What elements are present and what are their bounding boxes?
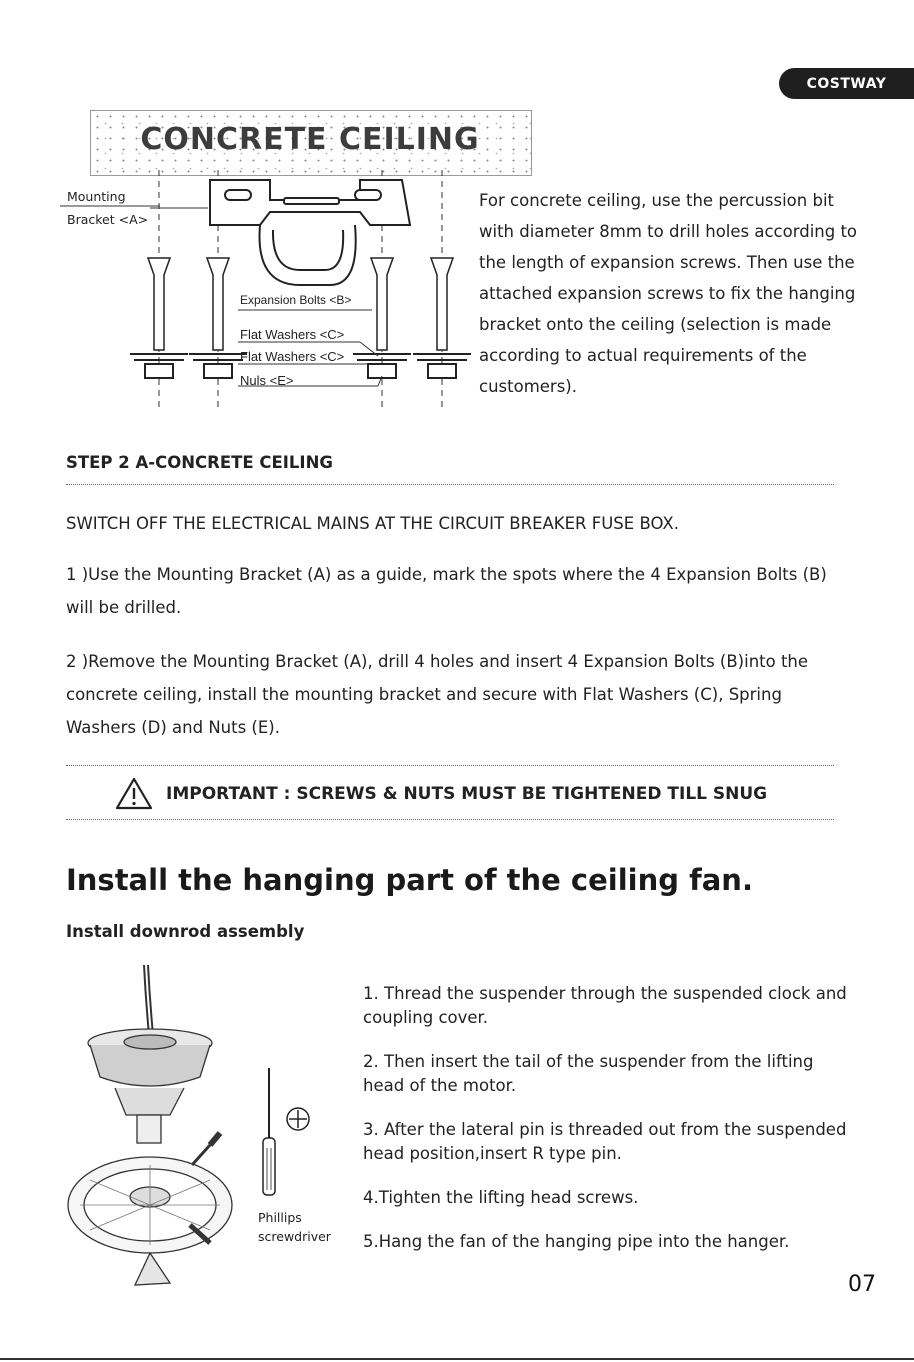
step-title: STEP 2 A-CONCRETE CEILING [66,453,333,472]
switch-off-warning: SWITCH OFF THE ELECTRICAL MAINS AT THE CIRCUIT BREAKER FUSE BOX. [66,514,679,533]
label-bracket: Bracket <A> [67,212,149,227]
label-nuts: Nuls <E> [240,373,294,388]
ceiling-label: CONCRETE CEILING [140,122,480,157]
instruction-2: 2 )Remove the Mounting Bracket (A), drill 4 holes and insert 4 Expansion Bolts (B)into the concrete ceiling, install the mounting bracket and secure with Flat Washers (C), Spring Washers (D) and Nuts (E). [66,652,809,737]
install-steps [363,982,853,1274]
subsection-heading: Install downrod assembly [66,922,305,941]
bottom-rule [0,1358,914,1360]
screwdriver-icon [258,1068,318,1198]
label-flat-washers-2: Flat Washers <C> [240,349,345,364]
tool-label-phillips: Phillips [258,1210,302,1225]
install-step: 5.Hang the fan of the hanging pipe into the hanger. [363,1232,790,1251]
page-number: 07 [848,1272,876,1297]
label-flat-washers-1: Flat Washers <C> [240,327,345,342]
fan-assembly-illustration [60,965,260,1290]
section-heading: Install the hanging part of the ceiling fan. [66,863,753,897]
install-step: 2. Then insert the tail of the suspender from the lifting head of the motor. [363,1052,814,1095]
important-notice: IMPORTANT : SCREWS & NUTS MUST BE TIGHTENED TILL SNUG [166,784,768,804]
label-expansion-bolts: Expansion Bolts <B> [240,293,352,307]
install-step: 1. Thread the suspender through the suspended clock and coupling cover. [363,984,847,1027]
tool-label-screwdriver: screwdriver [258,1229,331,1244]
instruction-1: 1 )Use the Mounting Bracket (A) as a guide, mark the spots where the 4 Expansion Bolts (B) will be drilled. [66,565,827,617]
warning-icon [115,777,153,810]
divider [66,765,834,766]
label-mounting: Mounting [67,189,126,204]
concrete-ceiling-description: For concrete ceiling, use the percussion bit with diameter 8mm to drill holes according to the length of expansion screws. Then use the attached expansion screws to fix the hanging bracket onto the ceiling (selection is made according to actual requirements of the customers). [479,191,858,396]
phillips-head-icon [284,1105,312,1133]
install-step: 3. After the lateral pin is threaded out from the suspended head position,insert R type pin. [363,1120,847,1163]
brand-badge: COSTWAY [779,68,914,99]
divider [66,484,834,485]
divider [66,819,834,820]
install-step: 4.Tighten the lifting head screws. [363,1188,639,1207]
